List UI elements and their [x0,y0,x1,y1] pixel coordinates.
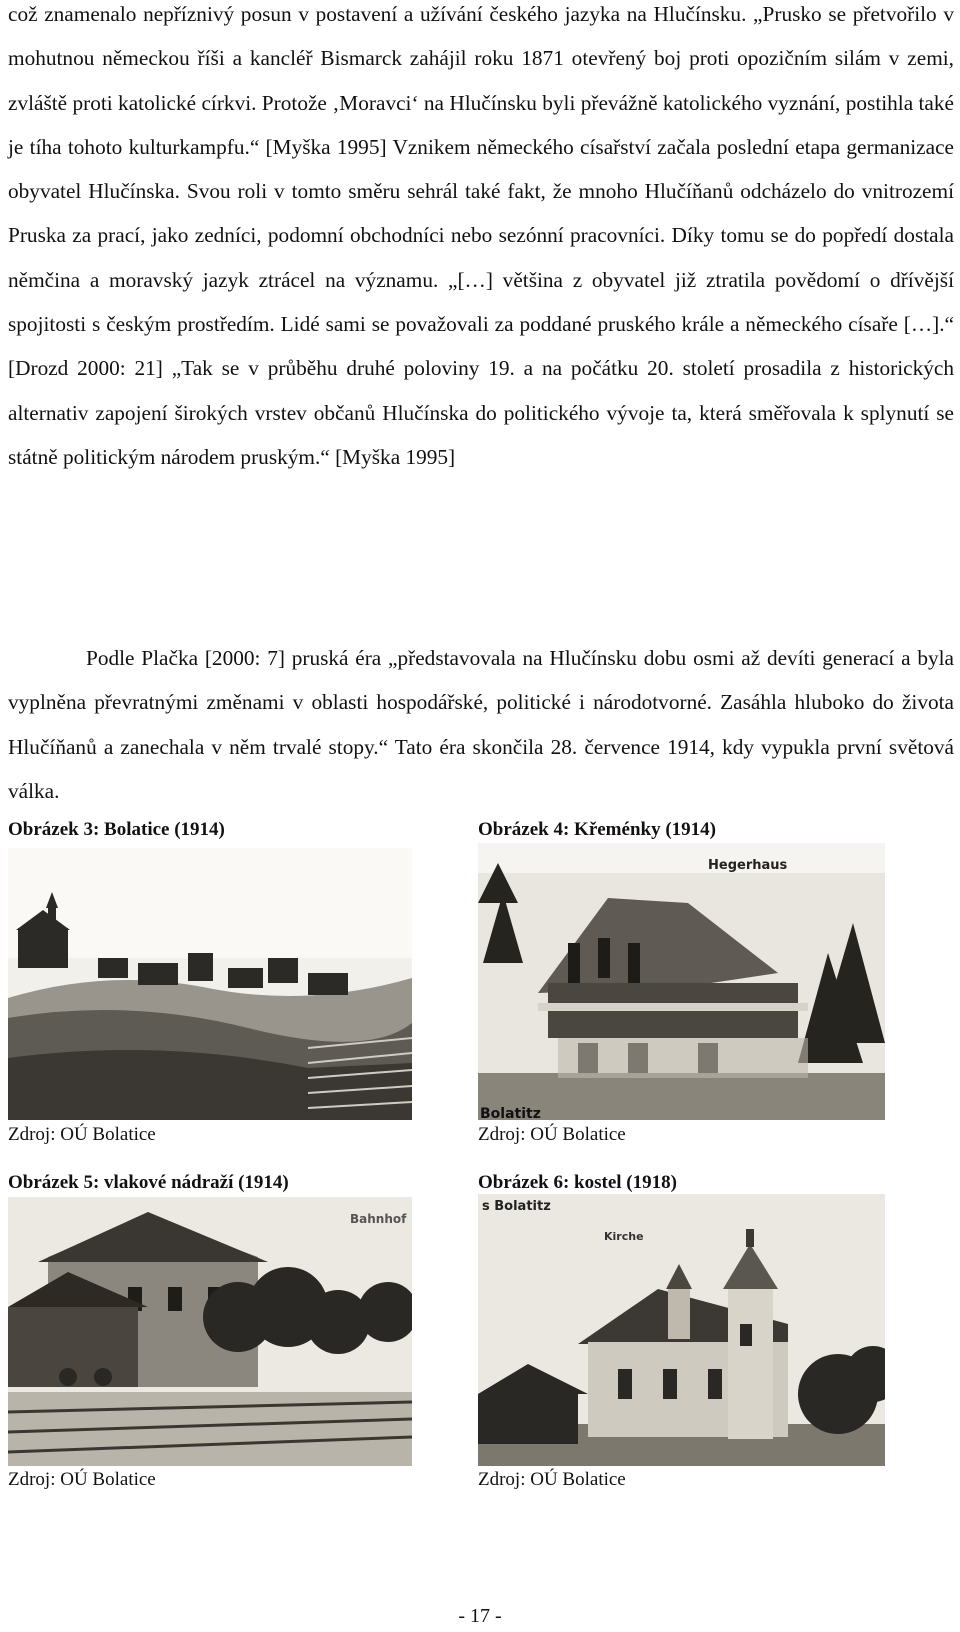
figure-6-caption: Obrázek 6: kostel (1918) [478,1172,677,1193]
figure-5-photo [8,1197,412,1466]
figure-6-source: Zdroj: OÚ Bolatice [478,1469,626,1490]
figure-6-photo-label: Kirche [604,1230,644,1243]
figure-4-photo-label: Hegerhaus [708,858,788,873]
figure-5-photo-label: Bahnhof [350,1212,407,1226]
figure-6-photo [478,1194,885,1466]
figure-5-caption: Obrázek 5: vlakové nádraží (1914) [8,1172,289,1193]
figure-3-photo [8,848,412,1120]
body-paragraph-1: což znamenalo nepříznivý posun v postavení a užívání českého jazyka na Hlučínsku. „Prusko se přetvořilo v mohutnou německou říši a kancléř Bismarck zahájil roku 1871 otevřený boj proti opozičním silám v zemi, zvláště proti katolické církvi. Protože ‚Moravci‘ na Hlučínsku byli převážně katolického vyznání, postihla také je tíha tohoto kulturkampfu.“ [Myška 1995] Vznikem německého císařství začala poslední etapa germanizace obyvatel Hlučínska. Svou roli v tomto směru sehrál také fakt, že mnoho Hlučíňanů odcházelo do vnitrozemí Pruska za prací, jako zedníci, podomní obchodníci nebo sezónní pracovníci. Díky tomu se do popředí dostala němčina a moravský jazyk ztrácel na významu. „[…] většina z obyvatel již ztratila povědomí o dřívější spojitosti s českým prostředím. Lidé sami se považovali za poddané pruského krále a německého císaře […].“ [Drozd 2000: 21] „Tak se v průběhu druhé poloviny 19. a na počátku 20. století prosadila z historických alternativ zapojení širokých vrstev občanů Hlučínska do politického vývoje ta, která směřovala k splynutí se státně politickým národem pruským.“ [Myška 1995] [8,2,954,469]
figure-5-source: Zdroj: OÚ Bolatice [8,1469,156,1490]
figure-4-photo-label-2: Bolatitz [480,1106,541,1120]
figure-6-photo-label-2: s Bolatitz [482,1199,551,1214]
figure-3-caption: Obrázek 3: Bolatice (1914) [8,819,225,840]
body-paragraph-2: Podle Plačka [2000: 7] pruská éra „představovala na Hlučínsku dobu osmi až devíti generací a byla vyplněna převratnými změnami v oblasti hospodářské, politické i národotvorné. Zasáhla hluboko do života Hlučíňanů a zanechala v něm trvalé stopy.“ Tato éra skončila 28. července 1914, kdy vypukla první světová válka. [8,646,954,803]
figure-4-source: Zdroj: OÚ Bolatice [478,1124,626,1145]
page-number: - 17 - [458,1605,502,1627]
figure-4-caption: Obrázek 4: Křeménky (1914) [478,819,716,840]
figure-3-source: Zdroj: OÚ Bolatice [8,1124,156,1145]
figure-4-photo [478,843,885,1120]
